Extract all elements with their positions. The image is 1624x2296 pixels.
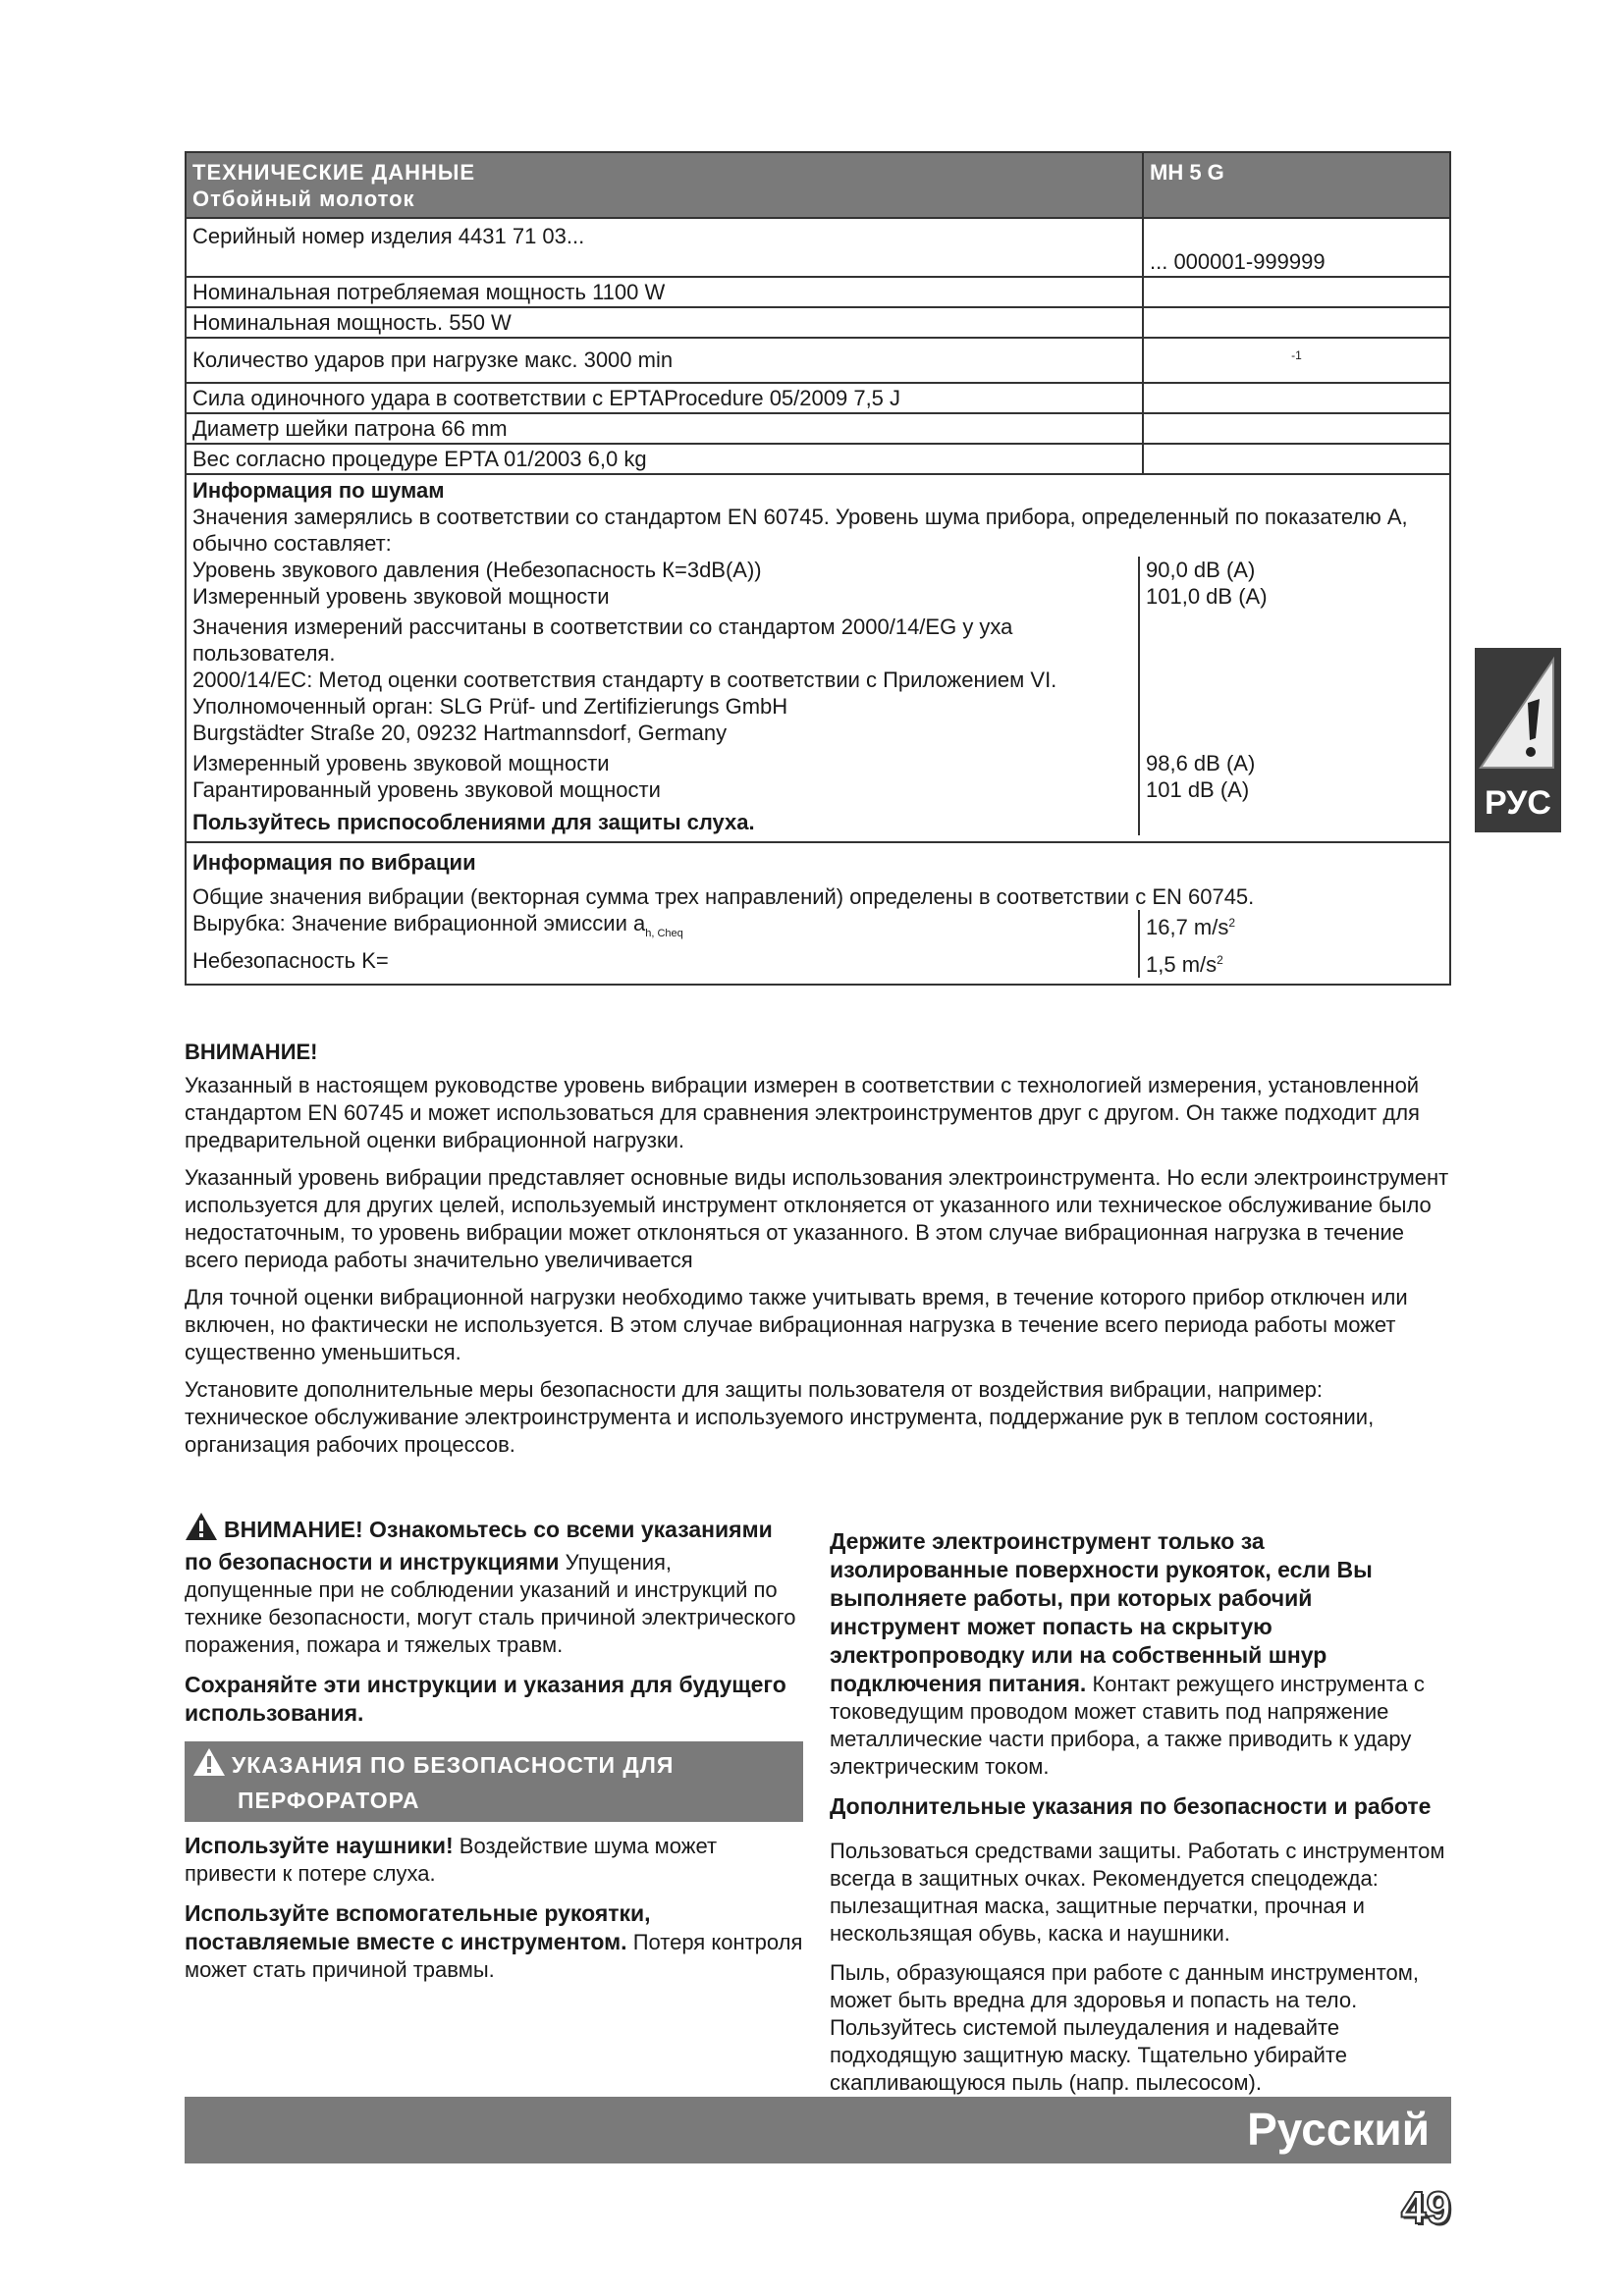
guaranteed-power-row: Гарантированный уровень звуковой мощности 101 dB (A) [192, 776, 1443, 803]
table-model: MH 5 G [1150, 160, 1224, 185]
row-label: Количество ударов при нагрузке макс. 3000 min [187, 339, 1144, 382]
attention-paragraph: Указанный в настоящем руководстве уровень вибрации измерен в соответствии с технологией измерения, установленной стандартом EN 60745 и может использоваться для сравнения электроинструментов друг с другом. Он также подходит для предварительной оценки вибрационной нагрузки. [185, 1073, 1420, 1152]
row-label: Вес согласно процедуре EPTA 01/2003 6,0 kg [187, 445, 1144, 473]
vibration-uncertainty-row: Небезопасность K= 1,5 $m/s^2$ [192, 947, 1443, 978]
table-row [187, 278, 1449, 308]
insulated-grip-note: Держите электроинструмент только за изолированные поверхности рукояток, если Вы выполняете работы, при которых рабочий инструмент может попасть на скрытую электропроводку или на собственный шнур подключения питания. Контакт режущего инструмента с токоведущим проводом может ставить под напряжение металлические части прибора, а также приводить к удару электрическим током. [830, 1528, 1425, 1779]
keep-instructions: Сохраняйте эти инструкции и указания для будущего использования. [185, 1672, 786, 1726]
table-row [187, 219, 1449, 278]
table-row [187, 384, 1449, 414]
general-warning: ВНИМАНИЕ! Ознакомьтесь со всеми указаниями по безопасности и инструкциями Упущения, допущенные при не соблюдении указаний и инструкций по технике безопасности, могут сталь причиной электрического поражения, пожара и тяжелых травм. [185, 1512, 803, 1659]
row-value [1144, 278, 1449, 306]
row-label: Сила одиночного удара в соответствии с EPTAProcedure 05/2009 7,5 J [187, 384, 1144, 412]
row-value [1144, 414, 1449, 443]
warning-triangle-icon [192, 1747, 226, 1785]
row-value [1144, 384, 1449, 412]
warning-exclamation-icon [1475, 654, 1561, 781]
left-column [185, 1512, 803, 1996]
extra-safety-paragraph: Пользоваться средствами защиты. Работать с инструментом всегда в защитных очках. Рекомендуется спецодежда: пылезащитная маска, защитные перчатки, прочная и нескользящая обувь, каска и наушники. [830, 1839, 1445, 1946]
row-label: Номинальная потребляемая мощность 1100 W [187, 278, 1144, 306]
attention-paragraph: Указанный уровень вибрации представляет основные виды использования электроинструмента. Но если электроинструмент используется для других целей, используемый инструмент отклоняется от указанного или техническое обслуживание было недостаточным, то уровень вибрации может отклоняться от указанного. В этом случае вибрационная нагрузка в течение всего периода работы значительно увеличивается [185, 1165, 1449, 1272]
table-subtitle: Отбойный молоток [192, 187, 415, 211]
aux-handle-note: Используйте вспомогательные рукоятки, поставляемые вместе с инструментом. Потеря контроля может стать причиной травмы. [185, 1900, 803, 1982]
row-value: ... 000001-999999 [1150, 249, 1326, 274]
side-tab-label: РУС [1485, 784, 1551, 822]
right-column [830, 1527, 1448, 2109]
attention-paragraph: Для точной оценки вибрационной нагрузки необходимо также учитывать время, в течение которого прибор отключен или включен, но фактически не используется. В этом случае вибрационная нагрузка в течение всего периода работы может существенно уменьшиться. [185, 1285, 1408, 1364]
warning-triangle-icon [185, 1512, 218, 1548]
vibration-title: Информация по вибрации [192, 850, 476, 875]
vibration-section [187, 843, 1449, 984]
table-row [187, 414, 1449, 445]
noise-intro: Значения замерялись в соответствии со стандартом EN 60745. Уровень шума прибора, определенный по показателю А, обычно составляет: [192, 505, 1408, 556]
attention-paragraph: Установите дополнительные меры безопасности для защиты пользователя от воздействия вибрации, например: техническое обслуживание электроинструмента и используемого инструмента, поддержание рук в теплом состоянии, организация рабочих процессов. [185, 1377, 1375, 1457]
table-header [187, 153, 1449, 219]
table-row [187, 445, 1449, 475]
table-row [187, 308, 1449, 339]
sound-power-row: Измеренный уровень звуковой мощности 101,0 dB (A) [192, 583, 1443, 610]
noise-section [187, 475, 1449, 843]
row-value: -1 [1291, 348, 1302, 362]
attention-block [185, 1039, 1451, 1468]
row-value [1144, 308, 1449, 337]
noise-title: Информация по шумам [192, 478, 445, 503]
sound-pressure-row: Уровень звукового давления (Небезопасность К=3dB(A)) 90,0 dB (A) [192, 557, 1443, 583]
ear-protection-note: Используйте наушники! Воздействие шума может привести к потере слуха. [185, 1833, 718, 1886]
page-number: 49 [1400, 2182, 1451, 2233]
footer-language: Русский [1247, 2104, 1430, 2155]
measured-power-row: Измеренный уровень звуковой мощности 98,6 dB (A) [192, 750, 1443, 776]
footer-bar [185, 2097, 1451, 2163]
table-row [187, 339, 1449, 384]
row-label: Диаметр шейки патрона 66 mm [187, 414, 1144, 443]
directive-row: Значения измерений рассчитаны в соответствии со стандартом 2000/14/EG у уха пользователя. 2000/14/EC: Метод оценки соответствия стандарту в соответствии с Приложением VI. Уполномоченный орган: SLG Prüf- und Zertifizierungs GmbH Burgstädter Straße 20, 09232 Hartmannsdorf, Germany [192, 610, 1443, 750]
language-side-tab [1475, 648, 1561, 832]
vibration-emission-row: Вырубка: Значение вибрационной эмиссии $a_{h, Cheq}$ 16,7 $m/s^2$ [192, 910, 1443, 947]
table-title: ТЕХНИЧЕСКИЕ ДАННЫЕ [192, 160, 476, 185]
row-label: Серийный номер изделия 4431 71 03... [187, 219, 1144, 276]
extra-safety-paragraph: Пыль, образующаяся при работе с данным инструментом, может быть вредна для здоровья и попасть на тело. Пользуйтесь системой пылеудаления и надевайте подходящую защитную маску. Тщательно убирайте скапливающуюся пыль (напр. пылесосом). [830, 1960, 1419, 2095]
ear-protection-row: Пользуйтесь приспособлениями для защиты слуха. [192, 803, 1443, 835]
vibration-intro: Общие значения вибрации (векторная сумма трех направлений) определены в соответствии с EN 60745. [192, 884, 1255, 909]
row-label: Номинальная мощность. 550 W [187, 308, 1144, 337]
hammer-safety-banner: УКАЗАНИЯ ПО БЕЗОПАСНОСТИ ДЛЯ ПЕРФОРАТОРА [185, 1741, 803, 1822]
extra-safety-title: Дополнительные указания по безопасности и работе [830, 1793, 1432, 1819]
technical-data-table [185, 151, 1451, 986]
attention-title: ВНИМАНИЕ! [185, 1040, 318, 1064]
row-value [1144, 445, 1449, 473]
